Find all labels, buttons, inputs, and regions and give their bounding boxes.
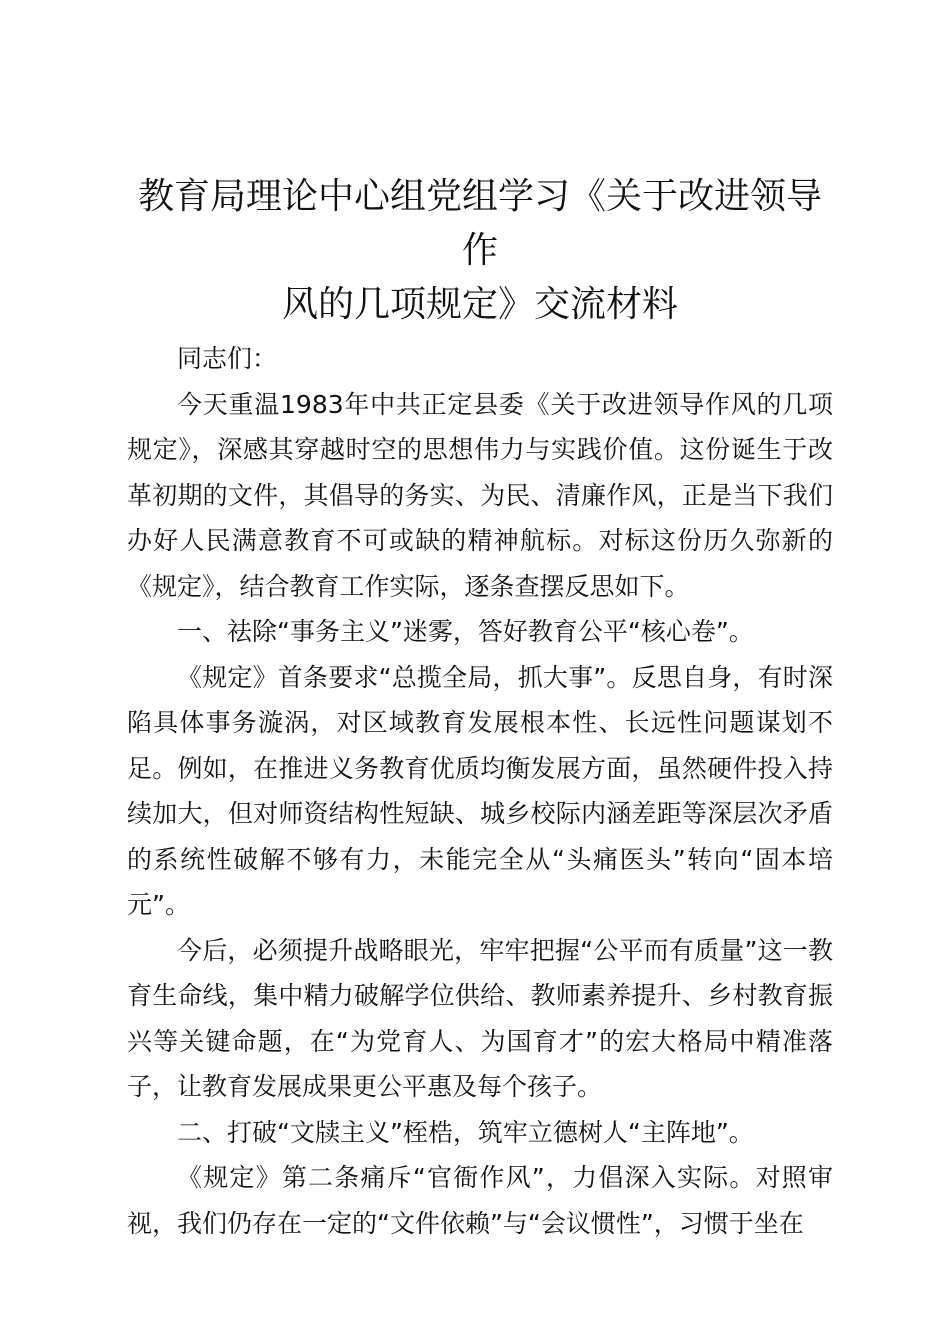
salutation: 同志们： (177, 344, 278, 373)
section-heading-1: 一、祛除“事务主义”迷雾，答好教育公平“核心卷”。 (177, 617, 754, 646)
paragraph-section-1-plan: 今后，必须提升战略眼光，牢牢把握“公平而有质量”这一教育生命线，集中精力破解学位供给、教师素养提升、乡村教育振兴等关键命题，在“为党育人、为国育才”的宏大格局中精准落子，让教育发展成果更公平惠及每个孩子。 (127, 935, 833, 1101)
title-line-2: 风的几项规定》交流材料 (281, 284, 678, 325)
paragraph-section-1-reflection: 《规定》首条要求“总揽全局，抓大事”。反思自身，有时深陷具体事务漩涡，对区域教育发展根本性、长远性问题谋划不足。例如，在推进义务教育优质均衡发展方面，虽然硬件投入持续加大，但对师资结构性短缺、城乡校际内涵差距等深层次矛盾的系统性破解不够有力，未能完全从“头痛医头”转向“固本培元”。 (127, 662, 833, 919)
document-title (127, 170, 833, 332)
title-line-1: 教育局理论中心组党组学习《关于改进领导作 (137, 176, 822, 271)
paragraph-section-2-reflection: 《规定》第二条痛斥“官衙作风”，力倡深入实际。对照审视，我们仍存在一定的“文件依赖”与“会议惯性”，习惯于坐在 (127, 1163, 833, 1238)
paragraph-intro: 今天重温1983年中共正定县委《关于改进领导作风的几项规定》，深感其穿越时空的思想伟力与实践价值。这份诞生于改革初期的文件，其倡导的务实、为民、清廉作风，正是当下我们办好人民满意教育不可或缺的精神航标。对标这份历久弥新的《规定》，结合教育工作实际，逐条查摆反思如下。 (127, 389, 833, 601)
section-heading-2: 二、打破“文牍主义”桎梏，筑牢立德树人“主阵地”。 (177, 1117, 754, 1147)
document-page (127, 170, 833, 1246)
